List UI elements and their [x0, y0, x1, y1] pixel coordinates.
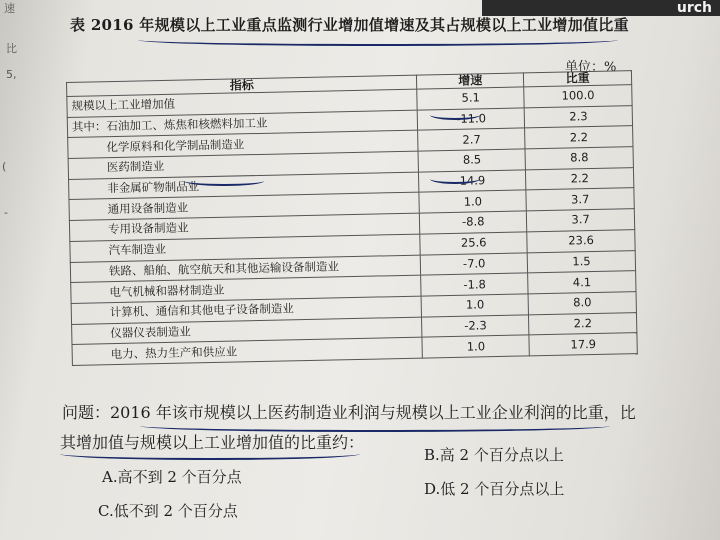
ink-underline	[60, 448, 360, 460]
table-title: 表 2016 年规模以上工业重点监测行业增加值增速及其占规模以上工业增加值比重	[70, 16, 629, 34]
indicator-cell: 通用设备制造业	[69, 193, 420, 221]
growth-cell: 8.5	[418, 149, 525, 172]
option-c[interactable]: C.低不到 2 个百分点	[98, 502, 238, 520]
share-cell: 8.8	[525, 147, 633, 170]
share-cell: 100.0	[524, 85, 632, 108]
share-cell: 2.2	[529, 312, 637, 335]
growth-cell: 14.9	[419, 170, 526, 193]
growth-cell: -1.8	[421, 273, 528, 296]
share-cell: 2.2	[525, 126, 633, 149]
ink-underline	[138, 34, 618, 46]
question-line-1: 问题：2016 年该市规模以上医药制造业利润与规模以上工业企业利润的比重，比	[62, 403, 636, 422]
header-indicator: 指标	[67, 75, 418, 96]
share-cell: 3.7	[527, 209, 635, 232]
growth-cell: 1.0	[422, 335, 529, 358]
growth-cell: 1.0	[421, 294, 528, 317]
indicator-cell: 铁路、船舶、航空航天和其他运输设备制造业	[70, 255, 421, 283]
share-cell: 2.3	[524, 105, 632, 128]
header-share: 比重	[524, 71, 632, 87]
option-d[interactable]: D.低 2 个百分点以上	[424, 480, 565, 498]
header-fragment: urch	[482, 0, 720, 16]
header-growth: 增速	[417, 73, 524, 89]
share-cell: 2.2	[526, 167, 634, 190]
indicator-cell: 医药制造业	[68, 151, 419, 179]
growth-cell: -11.0	[417, 108, 524, 131]
share-cell: 3.7	[526, 188, 634, 211]
margin-fragment: (	[2, 160, 7, 173]
ink-underline	[184, 176, 264, 186]
margin-fragment: 5,	[6, 68, 17, 81]
growth-cell: -8.8	[420, 211, 527, 234]
data-table	[66, 70, 638, 366]
growth-cell: 5.1	[417, 87, 524, 110]
option-a[interactable]: A.高不到 2 个百分点	[102, 468, 242, 486]
ink-underline	[140, 420, 610, 432]
unit-label: 单位：%	[565, 60, 617, 75]
margin-fragment: 速	[4, 2, 15, 15]
indicator-cell: 仪器仪表制造业	[72, 317, 423, 345]
indicator-cell: 规模以上工业增加值	[67, 89, 418, 117]
margin-fragment: -	[4, 206, 8, 219]
growth-cell: 25.6	[420, 232, 527, 255]
share-cell: 17.9	[529, 333, 637, 356]
option-b[interactable]: B.高 2 个百分点以上	[424, 446, 564, 464]
ink-underline	[430, 174, 480, 184]
question-line-2: 其增加值与规模以上工业增加值的比重约：	[60, 433, 365, 452]
ink-underline	[430, 110, 480, 120]
indicator-cell: 非金属矿物制品业	[69, 172, 420, 200]
growth-cell: -2.3	[422, 314, 529, 337]
share-cell: 4.1	[528, 271, 636, 294]
indicator-cell: 专用设备制造业	[69, 213, 420, 241]
growth-cell: -7.0	[421, 252, 528, 275]
margin-fragment: 比	[6, 42, 17, 55]
share-cell: 8.0	[528, 291, 636, 314]
growth-cell: 1.0	[419, 190, 526, 213]
indicator-cell: 其中：石油加工、炼焦和核燃料加工业	[67, 110, 418, 138]
indicator-cell: 电力、热力生产和供应业	[72, 337, 423, 365]
share-cell: 1.5	[527, 250, 635, 273]
indicator-cell: 电气机械和器材制造业	[71, 275, 422, 303]
indicator-cell: 汽车制造业	[70, 234, 421, 262]
indicator-cell: 化学原料和化学制品制造业	[68, 131, 419, 159]
indicator-cell: 计算机、通信和其他电子设备制造业	[71, 296, 422, 324]
growth-cell: 2.7	[418, 128, 525, 151]
share-cell: 23.6	[527, 229, 635, 252]
